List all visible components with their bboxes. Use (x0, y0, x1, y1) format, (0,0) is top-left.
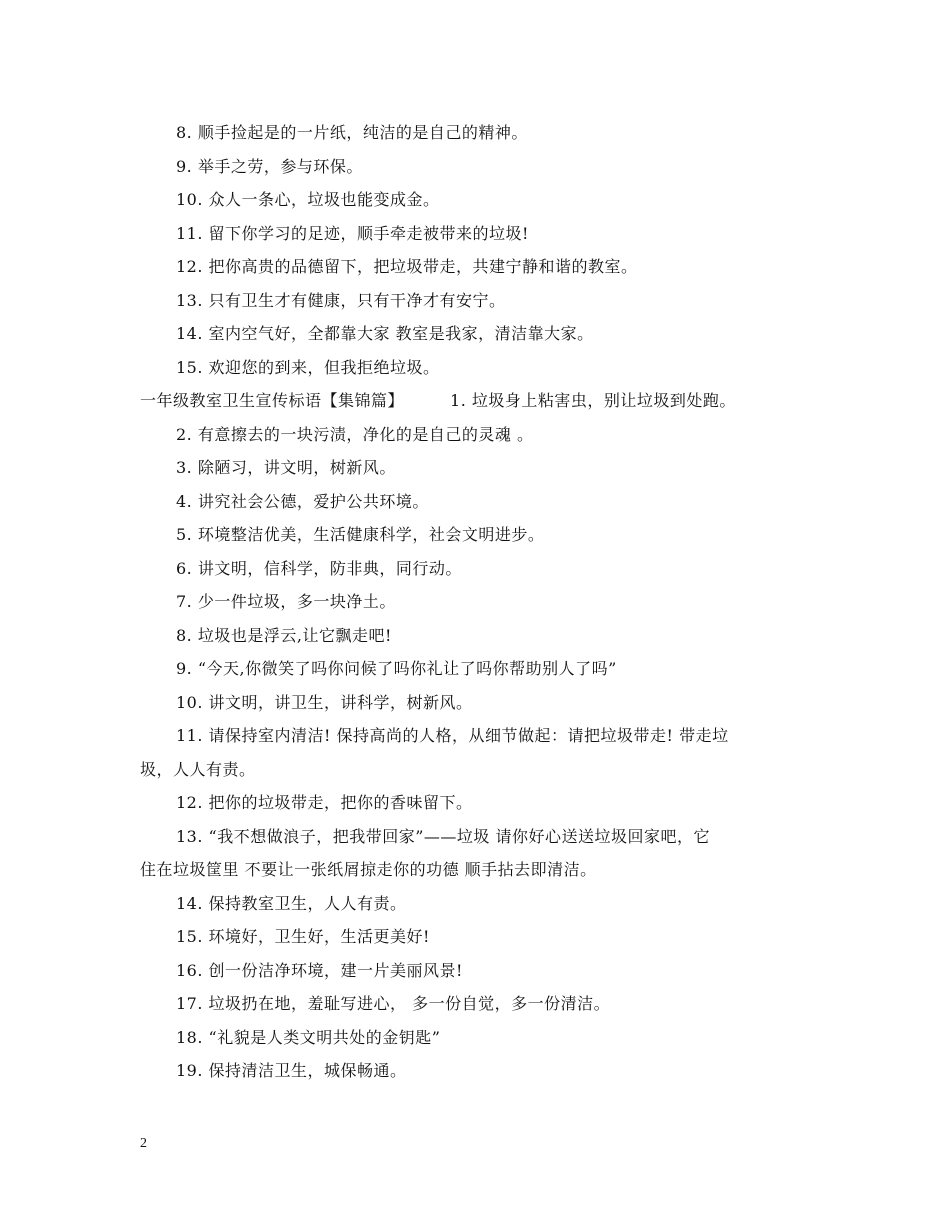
slogan-line: 10. 众人一条心，垃圾也能变成金。 (176, 190, 440, 209)
slogan-line: 12. 把你高贵的品德留下，把垃圾带走，共建宁静和谐的教室。 (176, 257, 638, 276)
slogan-line-11a: 11. 请保持室内清洁! 保持高尚的人格，从细节做起：请把垃圾带走! 带走垃 (176, 726, 729, 745)
slogan-line: 9. 举手之劳，参与环保。 (176, 156, 363, 176)
slogan-line: 19. 保持清洁卫生，城保畅通。 (176, 1061, 407, 1080)
slogan-line-13b: 住在垃圾筐里 不要让一张纸屑掠走你的功德 顺手拈去即清洁。 (140, 860, 597, 879)
slogan-line-13a: 13. “我不想做浪子，把我带回家”——垃圾 请你好心送送垃圾回家吧，它 (176, 826, 710, 846)
slogan-line: 7. 少一件垃圾，多一块净土。 (176, 592, 396, 611)
slogan-line: 12. 把你的垃圾带走，把你的香味留下。 (176, 793, 473, 812)
slogan-line: 14. 室内空气好，全都靠大家 教室是我家，清洁靠大家。 (176, 324, 594, 343)
slogan-line: 10. 讲文明，讲卫生，讲科学，树新风。 (176, 692, 473, 712)
slogan-line: 4. 讲究社会公德，爱护公共环境。 (176, 491, 429, 511)
slogan-line: 2. 有意擦去的一块污渍，净化的是自己的灵魂 。 (176, 424, 534, 444)
slogan-line: 13. 只有卫生才有健康，只有干净才有安宁。 (176, 290, 506, 310)
section-heading: 一年级教室卫生宣传标语【集锦篇】 (140, 391, 405, 410)
slogan-line: 8. 垃圾也是浮云,让它飘走吧! (176, 625, 392, 645)
slogan-line: 9. “今天,你微笑了吗你问候了吗你礼让了吗你帮助别人了吗” (176, 659, 617, 678)
slogan-line: 16. 创一份洁净环境，建一片美丽风景! (176, 960, 463, 980)
slogan-line: 17. 垃圾扔在地，羞耻写进心， 多一份自觉，多一份清洁。 (176, 994, 611, 1013)
slogan-line: 8. 顺手捡起是的一片纸，纯洁的是自己的精神。 (176, 123, 528, 142)
slogan-line-11b: 圾，人人有责。 (140, 759, 256, 779)
slogan-line: 18. “礼貌是人类文明共处的金钥匙” (176, 1027, 441, 1047)
page-number: 2 (140, 1136, 147, 1151)
section-heading-line (140, 384, 816, 418)
slogan-line: 11. 留下你学习的足迹，顺手牵走被带来的垃圾! (176, 223, 529, 243)
document-body (140, 116, 816, 1088)
slogan-line: 14. 保持教室卫生，人人有责。 (176, 893, 407, 913)
slogan-line: 15. 欢迎您的到来，但我拒绝垃圾。 (176, 357, 440, 377)
slogan-line: 3. 除陋习，讲文明，树新风。 (176, 458, 396, 477)
slogan-line: 15. 环境好，卫生好，生活更美好! (176, 927, 430, 946)
slogan-line: 6. 讲文明，信科学，防非典，同行动。 (176, 558, 462, 578)
slogan-first-item: 1. 垃圾身上粘害虫，别让垃圾到处跑。 (450, 391, 736, 410)
slogan-line: 5. 环境整洁优美，生活健康科学，社会文明进步。 (176, 525, 545, 544)
